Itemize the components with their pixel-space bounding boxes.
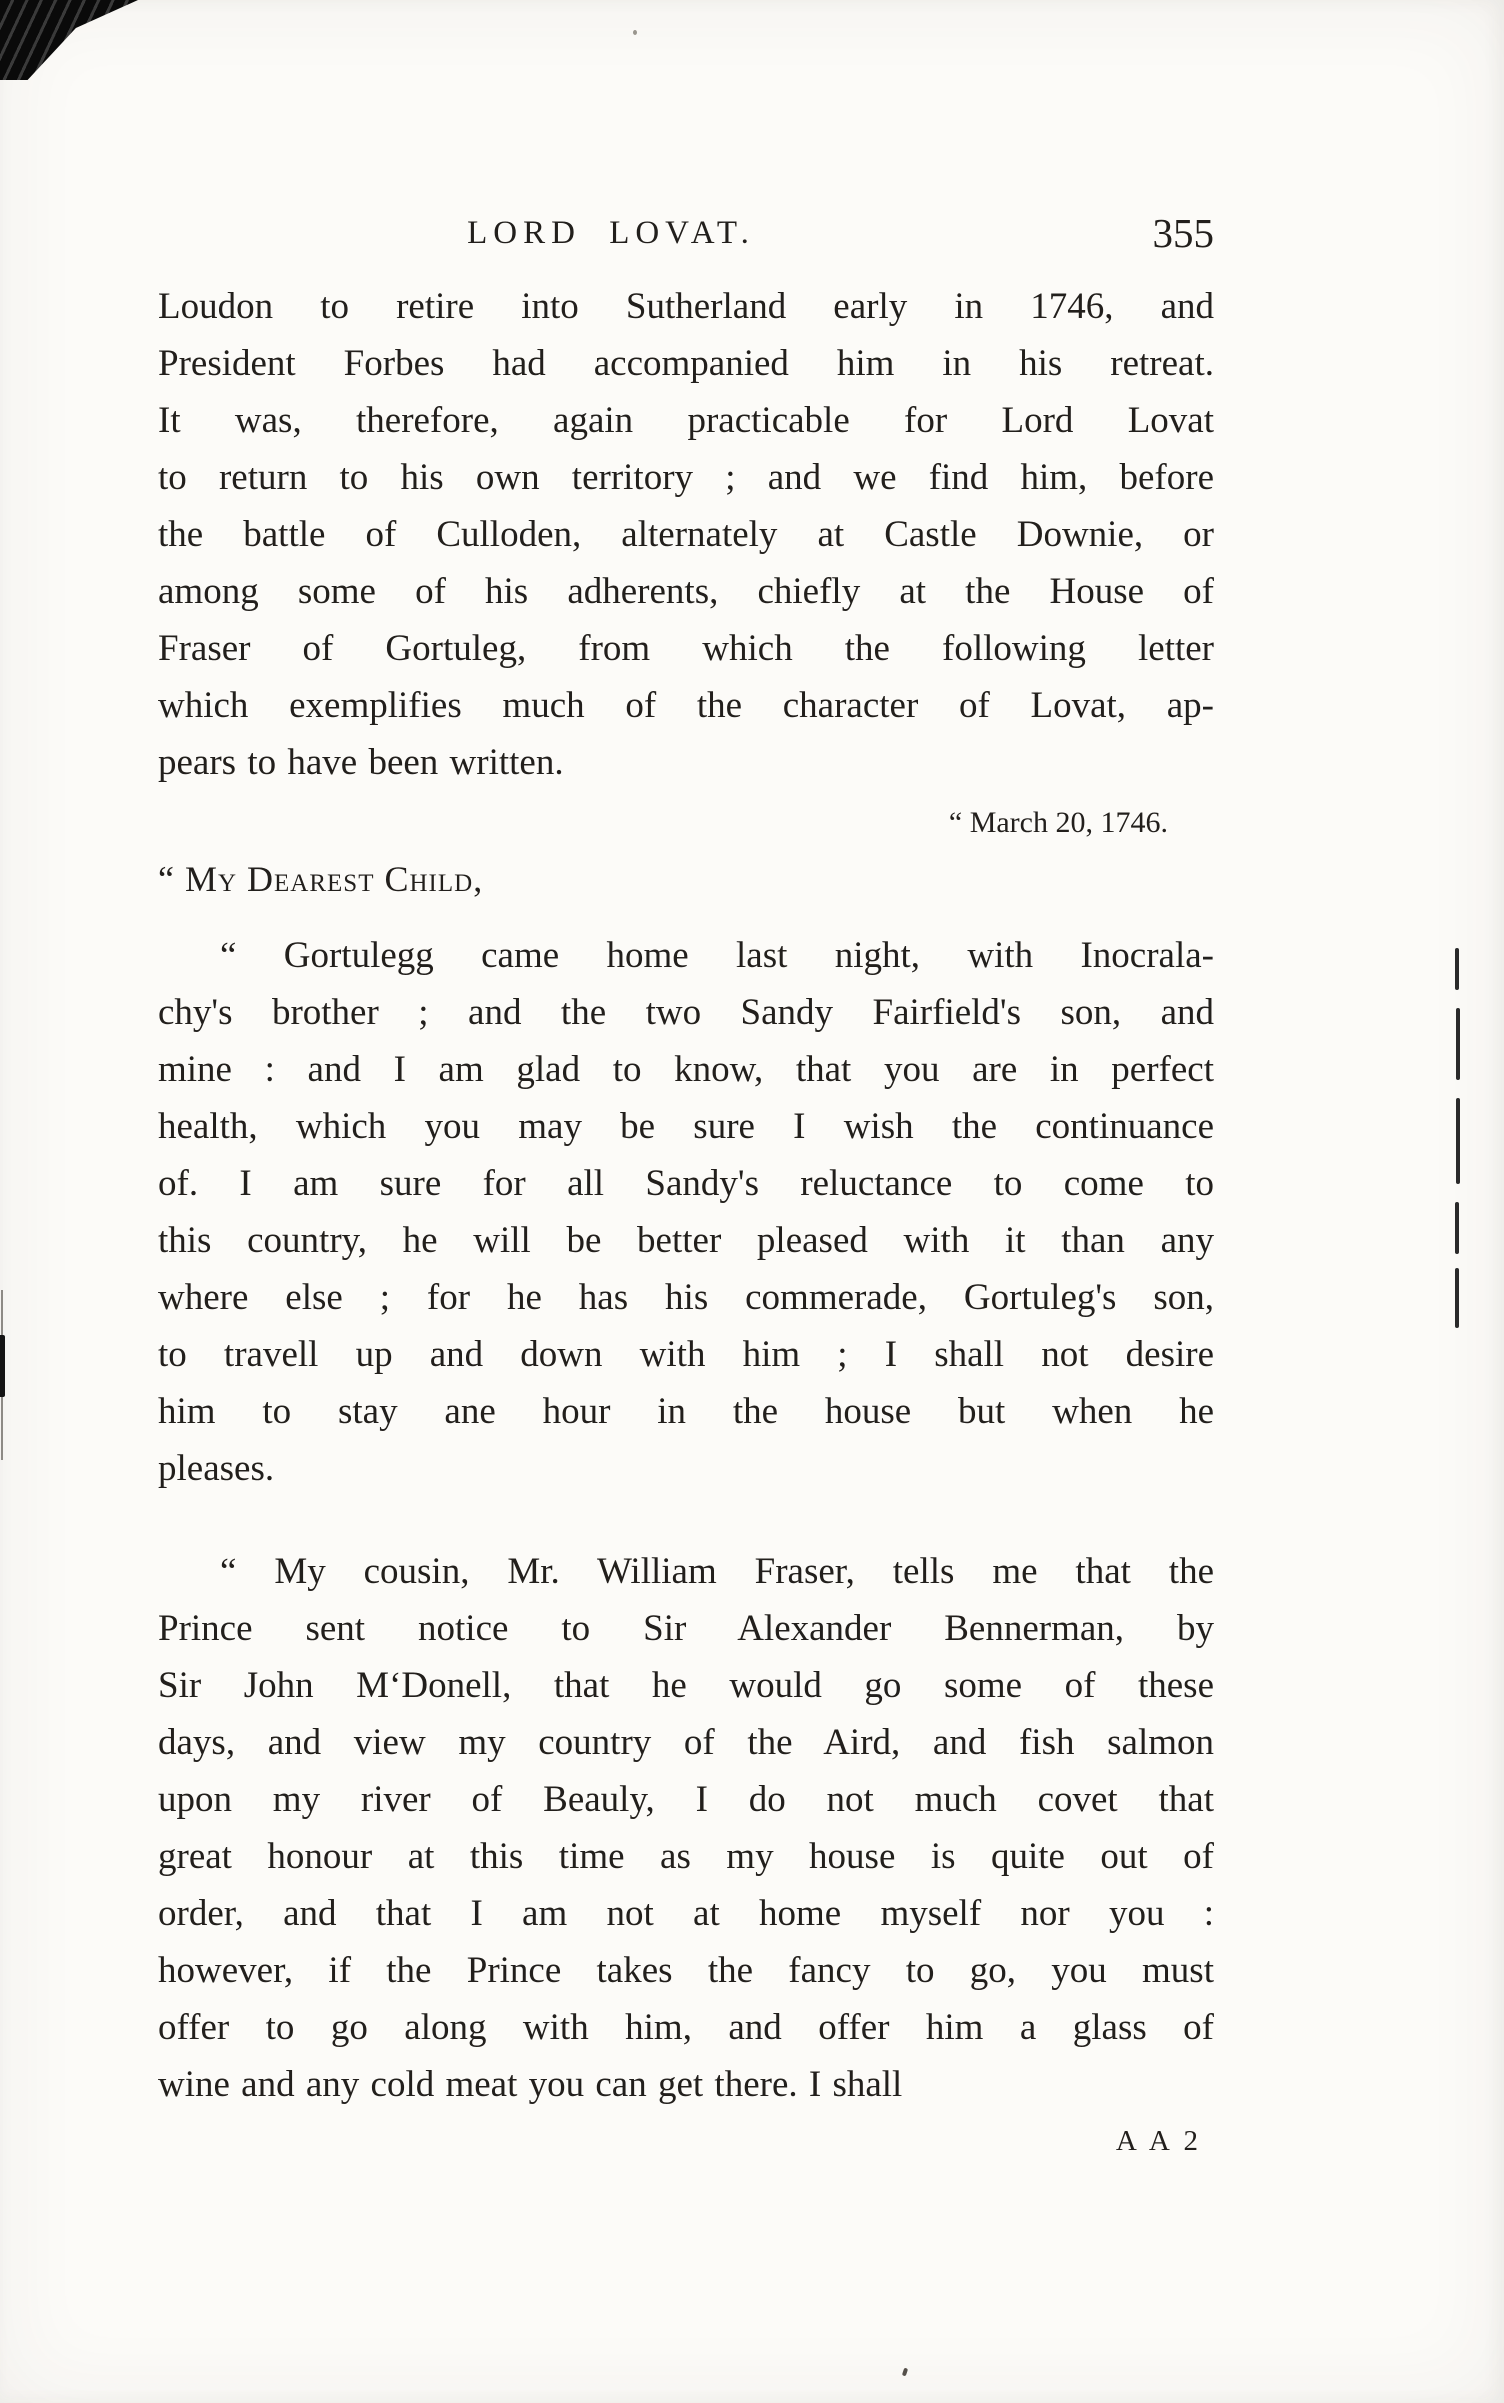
text-line: wine and any cold meat you can get there. I shall (158, 2064, 903, 2105)
text-line: to travell up and down with him ; I shall not desire (158, 1334, 1214, 1375)
text-line: to return to his own territory ; and we find him, before (158, 457, 1214, 498)
text-line: upon my river of Beauly, I do not much covet that (158, 1779, 1214, 1820)
text-column (158, 0, 1214, 2161)
text-line: It was, therefore, again practicable for Lord Lovat (158, 400, 1214, 441)
page-header (158, 205, 1214, 262)
text-line: offer to go along with him, and offer him a glass of (158, 2007, 1214, 2048)
text-line: President Forbes had accompanied him in his retreat. (158, 343, 1214, 384)
text-line: order, and that I am not at home myself nor you : (158, 1893, 1214, 1934)
signature-mark: A A 2 (1115, 2125, 1202, 2157)
text-line: Sir John M‘Donell, that he would go some of these (158, 1665, 1214, 1706)
text-line: Loudon to retire into Sutherland early in 1746, and (158, 286, 1214, 327)
scan-artifact-margin-dash (1456, 1098, 1460, 1184)
text-line: which exemplifies much of the character of Lovat, ap- (158, 685, 1214, 726)
text-line: health, which you may be sure I wish the continuance (158, 1106, 1214, 1147)
dateline: “ March 20, 1746. (948, 806, 1168, 839)
paragraph (158, 278, 1214, 791)
text-line: days, and view my country of the Aird, and fish salmon (158, 1722, 1214, 1763)
text-line: where else ; for he has his commerade, Gortuleg's son, (158, 1277, 1214, 1318)
text-line: pears to have been written. (158, 742, 564, 783)
scan-artifact-left-mark (0, 1335, 5, 1397)
paragraph (158, 1543, 1214, 2113)
scan-artifact-margin-dash (1455, 1202, 1459, 1254)
scan-artifact-margin-dash (1455, 948, 1459, 990)
scan-artifact-margin-dash (1456, 1008, 1460, 1080)
page-number: 355 (1152, 210, 1214, 256)
text-line: chy's brother ; and the two Sandy Fairfield's son, and (158, 992, 1214, 1033)
text-line: among some of his adherents, chiefly at the House of (158, 571, 1214, 612)
text-line: Prince sent notice to Sir Alexander Bennerman, by (158, 1608, 1214, 1649)
text-line: “ Gortulegg came home last night, with Inocrala- (220, 935, 1214, 976)
text-line: the battle of Culloden, alternately at Castle Downie, or (158, 514, 1214, 555)
salutation: “ My Dearest Child, (158, 859, 484, 899)
scan-speck (902, 2368, 908, 2377)
text-line: however, if the Prince takes the fancy to go, you must (158, 1950, 1214, 1991)
text-line: great honour at this time as my house is quite out of (158, 1836, 1214, 1877)
scan-artifact-corner (0, 0, 138, 80)
text-line: pleases. (158, 1448, 275, 1489)
text-line: mine : and I am glad to know, that you are in perfect (158, 1049, 1214, 1090)
text-line: “ My cousin, Mr. William Fraser, tells me that the (220, 1551, 1214, 1592)
scan-artifact-margin-dash (1455, 1268, 1459, 1328)
paragraph (158, 927, 1214, 1497)
text-blocks (158, 278, 1214, 2113)
text-line: of. I am sure for all Sandy's reluctance to come to (158, 1163, 1214, 1204)
page-title: LORD LOVAT. (467, 215, 755, 251)
text-line: this country, he will be better pleased with it than any (158, 1220, 1214, 1261)
text-line: Fraser of Gortuleg, from which the following letter (158, 628, 1214, 669)
text-line: him to stay ane hour in the house but when he (158, 1391, 1214, 1432)
